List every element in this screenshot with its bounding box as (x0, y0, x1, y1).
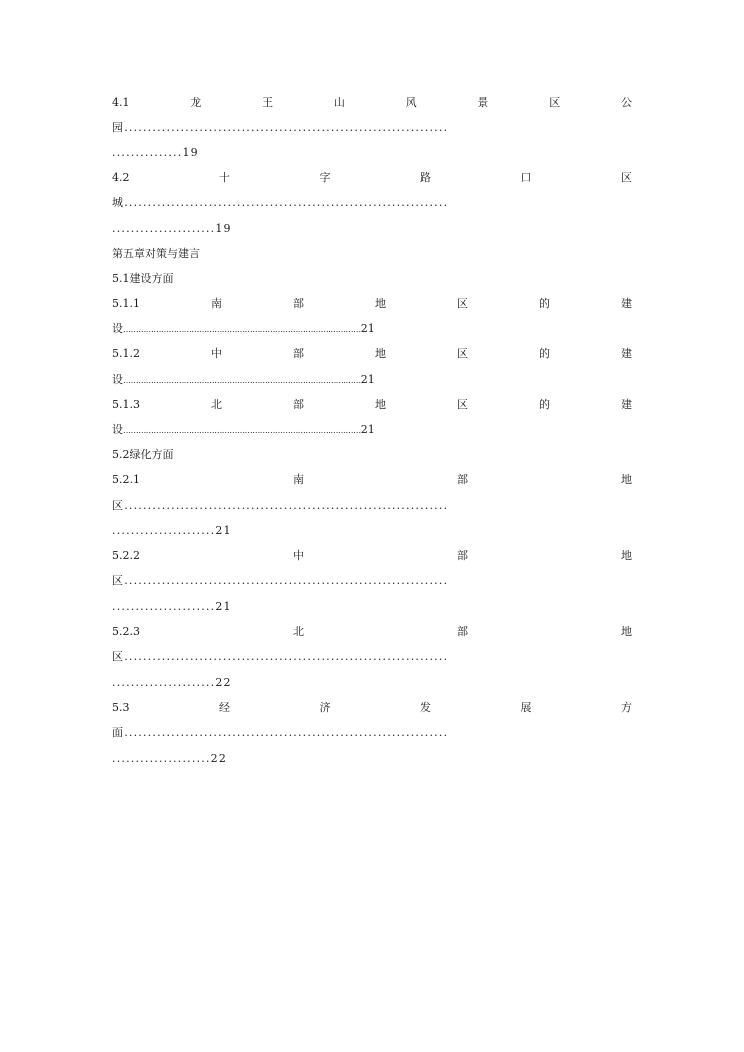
title-char: 部 (293, 398, 304, 411)
toc-entry-4-2-line2: 城..................................................................... (112, 196, 449, 209)
section-number: 4.2 (112, 171, 130, 184)
title-char: 地 (621, 549, 632, 562)
toc-entry-5-2-1-page: ......................21 (112, 524, 232, 537)
toc-entry-4-2-page: ......................19 (112, 222, 232, 235)
title-char: 经 (219, 701, 230, 714)
title-char: 区 (457, 347, 468, 360)
title-char: 建 (621, 347, 632, 360)
title-char: 中 (211, 347, 222, 360)
title-char: 方 (621, 701, 632, 714)
toc-entry-5-1-1-line1 (112, 297, 632, 311)
section-number: 4.1 (112, 96, 130, 109)
page-number: 21 (360, 373, 375, 386)
title-char: 部 (457, 625, 468, 638)
title-char: 区 (457, 398, 468, 411)
title-char: 区 (621, 171, 632, 184)
title-char: 区 (457, 297, 468, 310)
toc-entry-4-1-line1 (112, 96, 632, 110)
title-char: 风 (405, 96, 417, 109)
title-char: 中 (293, 549, 304, 562)
title-char: 建 (621, 398, 632, 411)
title-char: 建 (621, 297, 632, 310)
toc-entry-5-2-1-line2: 区..................................................................... (112, 499, 449, 512)
toc-entry-5-2-2-line1 (112, 549, 632, 563)
title-char: 部 (293, 297, 304, 310)
title-char: 口 (520, 171, 532, 184)
title-char: 地 (375, 398, 386, 411)
title-char: 设 (112, 423, 123, 436)
toc-entry-5-3-page: .....................22 (112, 752, 228, 765)
title-char: 部 (293, 347, 304, 360)
chapter-5-heading: 第五章对策与建言 (112, 247, 200, 260)
title-char: 设 (112, 373, 123, 386)
title-char: 地 (375, 297, 386, 310)
title-char: 公 (620, 96, 632, 109)
title-char: 地 (375, 347, 386, 360)
title-char: 南 (293, 473, 304, 486)
toc-entry-5-1-1-line2 (112, 322, 632, 337)
title-char: 地 (621, 625, 632, 638)
toc-entry-5-2-3-page: ......................22 (112, 676, 232, 689)
title-char: 济 (319, 701, 331, 714)
toc-entry-4-1-page: ...............19 (112, 146, 199, 159)
title-char: 景 (477, 96, 489, 109)
toc-entry-5-3-line1 (112, 701, 632, 715)
toc-entry-5-1-2-line1 (112, 347, 632, 361)
title-char: 路 (420, 171, 431, 184)
toc-entry-5-2-3-line1 (112, 625, 632, 639)
toc-entry-4-1-line2: 园..................................................................... (112, 121, 449, 134)
title-char: 王 (262, 96, 274, 109)
section-5-2-heading: 5.2绿化方面 (112, 448, 174, 461)
title-char: 十 (219, 171, 230, 184)
title-char: 区 (549, 96, 561, 109)
title-char: 北 (211, 398, 222, 411)
title-char: 的 (539, 297, 550, 310)
toc-entry-5-2-3-line2: 区..................................................................... (112, 650, 449, 663)
toc-entry-5-2-2-line2: 区..................................................................... (112, 574, 449, 587)
title-char: 部 (457, 473, 468, 486)
title-char: 字 (319, 171, 331, 184)
leader-dots: ……………………………………………………………………….………… (123, 426, 361, 435)
leader-dots: …………………………………………………………………………….…… (123, 376, 361, 385)
page-number: 21 (360, 423, 375, 436)
section-5-1-heading: 5.1建设方面 (112, 272, 174, 285)
page-number: 21 (360, 322, 375, 335)
section-number: 5.1.2 (112, 347, 140, 360)
title-char: 的 (539, 398, 550, 411)
section-number: 5.2.2 (112, 549, 140, 562)
section-number: 5.1.1 (112, 297, 140, 310)
toc-entry-5-2-1-line1 (112, 473, 632, 487)
toc-entry-5-1-3-line2 (112, 423, 632, 438)
section-number: 5.3 (112, 701, 130, 714)
toc-entry-5-1-3-line1 (112, 398, 632, 412)
section-number: 5.2.1 (112, 473, 140, 486)
toc-entry-5-3-line2: 面..................................................................... (112, 726, 449, 739)
title-char: 北 (293, 625, 304, 638)
toc-entry-4-2-line1 (112, 171, 632, 185)
leader-dots: ……………………………………………………………………….………… (123, 325, 361, 334)
toc-entry-5-1-2-line2 (112, 373, 632, 388)
section-number: 5.1.3 (112, 398, 140, 411)
title-char: 部 (457, 549, 468, 562)
title-char: 设 (112, 322, 123, 335)
title-char: 展 (520, 701, 532, 714)
title-char: 山 (333, 96, 345, 109)
title-char: 的 (539, 347, 550, 360)
title-char: 南 (211, 297, 222, 310)
title-char: 地 (621, 473, 632, 486)
toc-entry-5-2-2-page: ......................21 (112, 600, 232, 613)
section-number: 5.2.3 (112, 625, 140, 638)
title-char: 龙 (190, 96, 202, 109)
title-char: 发 (420, 701, 431, 714)
